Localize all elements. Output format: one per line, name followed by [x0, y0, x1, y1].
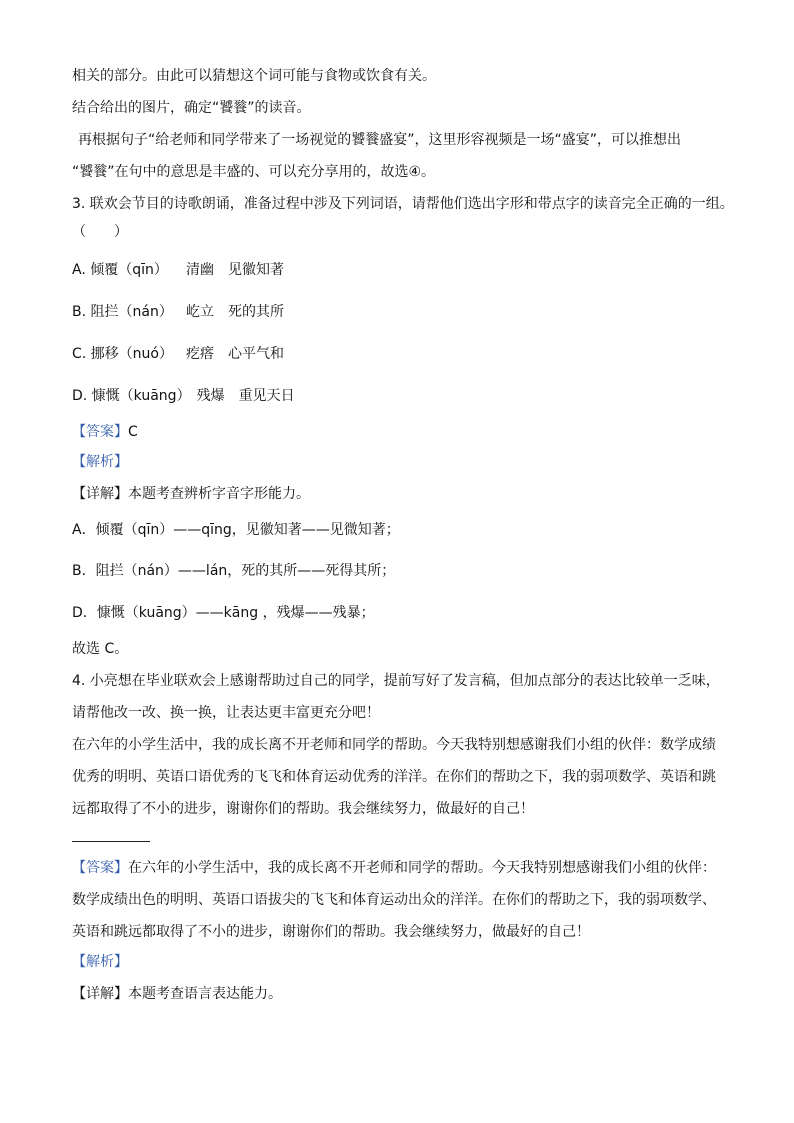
detail-text: 本题考查语言表达能力。 [128, 986, 282, 1002]
passage-line-2: 优秀的明明、英语口语优秀的飞飞和体育运动优秀的洋洋。在你们的帮助之下，我的弱项数学、英语和跳 [72, 769, 716, 785]
option-b-words: 屹立 死的其所 [186, 304, 284, 320]
answer-tag: 【答案】 [72, 860, 128, 876]
passage-line-3: 远都取得了不小的进步，谢谢你们的帮助。我会继续努力，做最好的自己！ [72, 801, 534, 817]
answer-blank-line [72, 841, 150, 842]
option-b [72, 302, 284, 322]
option-a-term: A. 倾覆（qīn） [72, 262, 168, 278]
answer-tag: 【答案】 [72, 424, 128, 440]
q3-conclusion: 故选 C。 [72, 641, 129, 657]
analysis-tag: 【解析】 [72, 954, 128, 970]
answer-value: C [128, 424, 138, 440]
question-3-stem: 3. 联欢会节目的诗歌朗诵，准备过程中涉及下列词语，请帮他们选出字形和带点字的读音完全正确的一组。 [72, 196, 734, 212]
intro-line-2: 结合给出的图片，确定“饕餮”的读音。 [72, 100, 311, 116]
option-d-words: 残爆 重见天日 [196, 388, 295, 404]
q3-answer [72, 422, 138, 442]
option-a [72, 260, 284, 280]
question-4-stem-1: 4. 小亮想在毕业联欢会上感谢帮助过自己的同学，提前写好了发言稿，但加点部分的表达比较单一乏味， [72, 673, 720, 689]
option-a-words: 清幽 见徽知著 [186, 262, 284, 278]
detail-tag: 【详解】 [72, 986, 128, 1002]
detail-text: 本题考查辨析字音字形能力。 [128, 486, 310, 502]
q4-answer-line-1 [72, 858, 716, 878]
q4-answer-line-3: 英语和跳远都取得了不小的进步，谢谢你们的帮助。我会继续努力，做最好的自己！ [72, 924, 590, 940]
option-b-term: B. 阻拦（nán） [72, 304, 173, 320]
question-4-stem-2: 请帮他改一改、换一换，让表达更丰富更充分吧！ [72, 705, 380, 721]
q4-answer-line-2: 数学成绩出色的明明、英语口语拔尖的飞飞和体育运动出众的洋洋。在你们的帮助之下，我的弱项数学、 [72, 892, 716, 908]
q4-detail [72, 984, 282, 1004]
answer-text: 在六年的小学生活中，我的成长离不开老师和同学的帮助。今天我特别想感谢我们小组的伙伴： [128, 860, 716, 876]
intro-line-4: “饕餮”在句中的意思是丰盛的、可以充分享用的，故选④。 [72, 164, 436, 180]
explain-b: B．阻拦（nán）——lán，死的其所——死得其所； [72, 563, 396, 579]
option-d-term: D. 慷慨（kuāng） [72, 388, 191, 404]
option-c-words: 疙瘩 心平气和 [186, 346, 284, 362]
intro-line-3: 再根据句子“给老师和同学带来了一场视觉的饕餮盛宴”，这里形容视频是一场“盛宴”，可以推想出 [78, 132, 682, 148]
passage-line-1: 在六年的小学生活中，我的成长离不开老师和同学的帮助。今天我特别想感谢我们小组的伙伴：数学成绩 [72, 737, 716, 753]
intro-line-1: 相关的部分。由此可以猜想这个词可能与食物或饮食有关。 [72, 68, 436, 84]
detail-tag: 【详解】 [72, 486, 128, 502]
explain-a: A．倾覆（qīn）——qīng，见徽知著——见微知著； [72, 522, 400, 538]
explain-d: D．慷慨（kuāng）——kāng ，残爆——残暴； [72, 605, 375, 621]
option-c-term: C. 挪移（nuó） [72, 346, 173, 362]
option-d [72, 386, 295, 406]
q3-detail [72, 484, 310, 504]
analysis-tag: 【解析】 [72, 454, 128, 470]
option-c [72, 344, 284, 364]
answer-paren: （ ） [72, 224, 128, 240]
